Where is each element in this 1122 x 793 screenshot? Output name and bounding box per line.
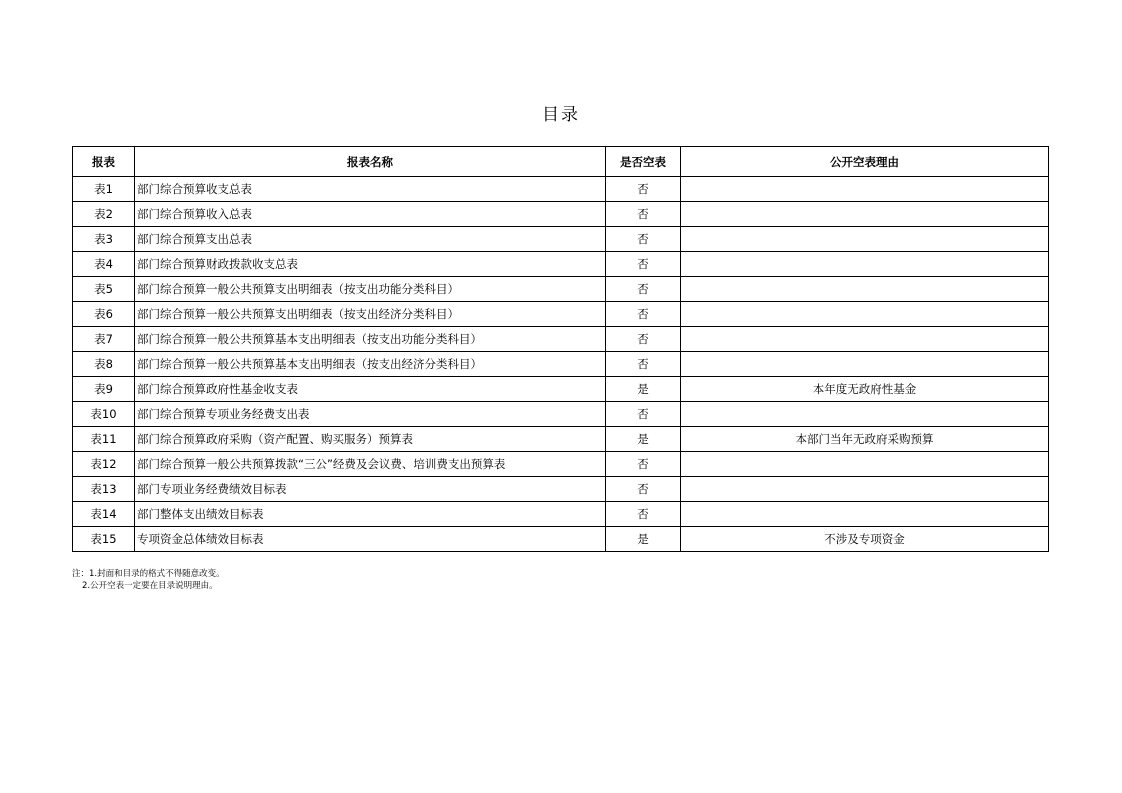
cell-report-name: 部门综合预算收支总表 [135,177,606,202]
cell-is-empty: 否 [606,177,681,202]
cell-report-no: 表8 [73,352,135,377]
cell-is-empty: 否 [606,252,681,277]
cell-is-empty: 否 [606,452,681,477]
header-report-name: 报表名称 [135,147,606,177]
cell-is-empty: 否 [606,502,681,527]
cell-is-empty: 是 [606,377,681,402]
cell-report-name: 部门综合预算一般公共预算支出明细表（按支出功能分类科目） [135,277,606,302]
cell-is-empty: 否 [606,302,681,327]
cell-report-no: 表7 [73,327,135,352]
footnotes [72,568,225,592]
footnote-1: 注：1.封面和目录的格式不得随意改变。 [72,569,225,579]
cell-report-name: 部门综合预算一般公共预算基本支出明细表（按支出功能分类科目） [135,327,606,352]
cell-report-name: 部门综合预算政府性基金收支表 [135,377,606,402]
cell-empty-reason [681,202,1049,227]
cell-report-name: 部门整体支出绩效目标表 [135,502,606,527]
cell-is-empty: 否 [606,327,681,352]
cell-report-no: 表1 [73,177,135,202]
cell-report-name: 部门综合预算一般公共预算基本支出明细表（按支出经济分类科目） [135,352,606,377]
header-report-no: 报表 [73,147,135,177]
cell-report-no: 表10 [73,402,135,427]
cell-empty-reason [681,477,1049,502]
cell-empty-reason [681,327,1049,352]
footnote-2: 2.公开空表一定要在目录说明理由。 [82,581,218,591]
cell-report-no: 表14 [73,502,135,527]
cell-report-name: 部门综合预算收入总表 [135,202,606,227]
table-row [73,477,1049,502]
table-row [73,527,1049,552]
cell-report-no: 表13 [73,477,135,502]
cell-report-no: 表6 [73,302,135,327]
table-row [73,427,1049,452]
cell-is-empty: 否 [606,227,681,252]
cell-report-name: 部门综合预算政府采购（资产配置、购买服务）预算表 [135,427,606,452]
table-row [73,302,1049,327]
cell-report-name: 部门综合预算支出总表 [135,227,606,252]
cell-empty-reason [681,177,1049,202]
cell-is-empty: 是 [606,427,681,452]
cell-is-empty: 否 [606,202,681,227]
cell-empty-reason: 不涉及专项资金 [681,527,1049,552]
cell-empty-reason [681,252,1049,277]
cell-report-name: 部门综合预算财政拨款收支总表 [135,252,606,277]
table-row [73,252,1049,277]
cell-report-no: 表3 [73,227,135,252]
cell-is-empty: 否 [606,352,681,377]
cell-is-empty: 否 [606,402,681,427]
cell-empty-reason [681,502,1049,527]
cell-report-no: 表2 [73,202,135,227]
cell-empty-reason [681,452,1049,477]
table-row [73,352,1049,377]
cell-report-no: 表12 [73,452,135,477]
header-empty-reason: 公开空表理由 [681,147,1049,177]
cell-is-empty: 否 [606,277,681,302]
cell-empty-reason [681,227,1049,252]
table-row [73,502,1049,527]
cell-is-empty: 否 [606,477,681,502]
cell-empty-reason: 本年度无政府性基金 [681,377,1049,402]
table-row [73,327,1049,352]
table-row [73,277,1049,302]
catalog-table [72,146,1049,552]
table-header-row [73,147,1049,177]
cell-is-empty: 是 [606,527,681,552]
cell-report-no: 表5 [73,277,135,302]
cell-empty-reason [681,277,1049,302]
cell-empty-reason: 本部门当年无政府采购预算 [681,427,1049,452]
cell-empty-reason [681,402,1049,427]
page-title: 目录 [542,105,580,125]
table-row [73,177,1049,202]
cell-report-no: 表15 [73,527,135,552]
cell-report-name: 专项资金总体绩效目标表 [135,527,606,552]
table-body [73,177,1049,552]
cell-report-no: 表11 [73,427,135,452]
cell-report-name: 部门综合预算一般公共预算拨款“三公”经费及会议费、培训费支出预算表 [135,452,606,477]
cell-report-name: 部门综合预算专项业务经费支出表 [135,402,606,427]
table-row [73,377,1049,402]
header-is-empty: 是否空表 [606,147,681,177]
table-row [73,402,1049,427]
cell-empty-reason [681,352,1049,377]
cell-report-name: 部门专项业务经费绩效目标表 [135,477,606,502]
cell-report-no: 表4 [73,252,135,277]
cell-report-name: 部门综合预算一般公共预算支出明细表（按支出经济分类科目） [135,302,606,327]
table-row [73,452,1049,477]
table-row [73,227,1049,252]
cell-empty-reason [681,302,1049,327]
table-row [73,202,1049,227]
cell-report-no: 表9 [73,377,135,402]
